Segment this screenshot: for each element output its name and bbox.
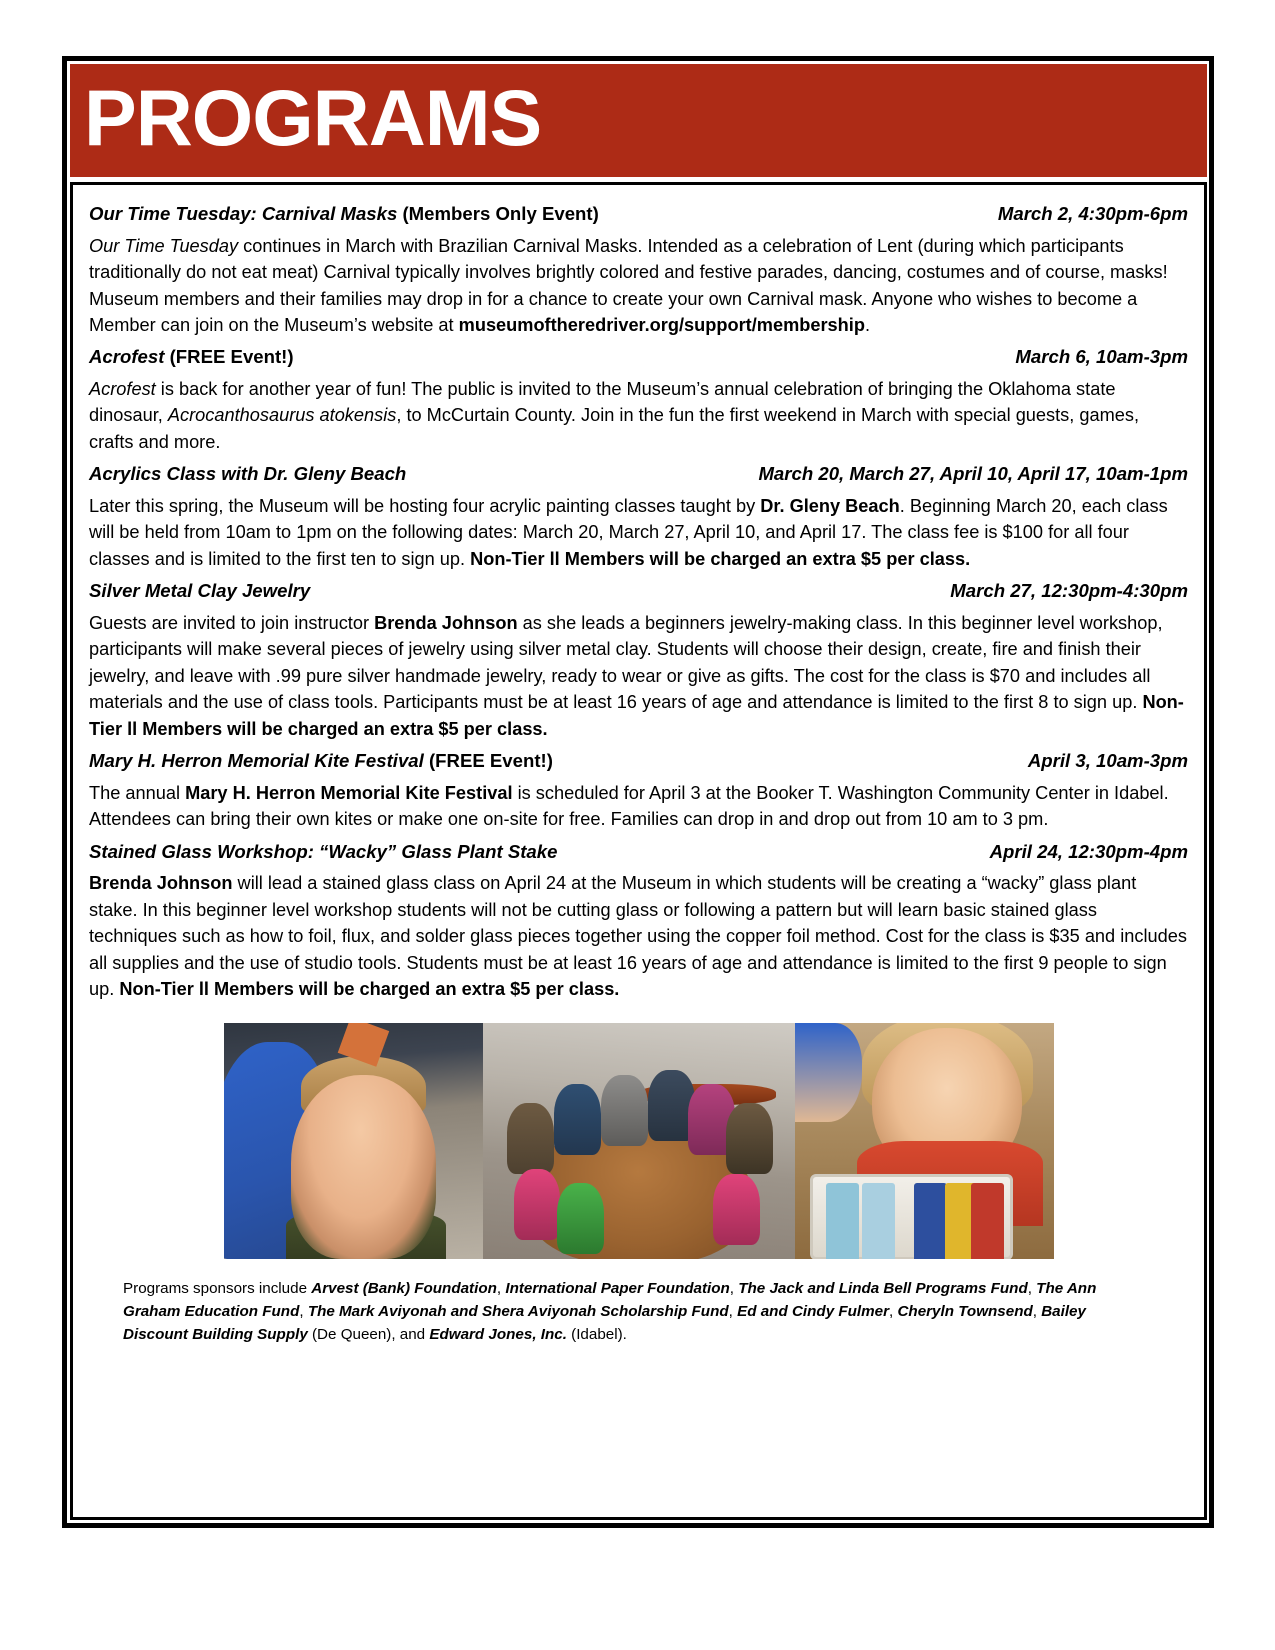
text-run: . xyxy=(864,314,870,335)
text-run: The Ann Graham Education Fund xyxy=(123,1279,1097,1320)
event-title xyxy=(89,840,557,865)
event-title xyxy=(89,579,310,604)
photo-decor xyxy=(713,1174,760,1245)
text-run: . Beginning March 20, each class will be held from 10am to 1pm on the following dates: March 20, March 27, April 10, and April 17. The class fee is $100 for all four classes and is limited to the first ten to sign up. xyxy=(89,495,1168,569)
photo-decor xyxy=(301,1193,359,1246)
photo-decor xyxy=(914,1183,948,1259)
text-run: Bailey Discount Building Supply xyxy=(123,1302,1086,1344)
girl-with-paint-tray-photo xyxy=(795,1023,1054,1259)
photo-decor xyxy=(507,1103,554,1174)
text-run: Ed and Cindy Fulmer xyxy=(737,1302,889,1320)
event-description xyxy=(89,376,1188,455)
text-run: Brenda Johnson xyxy=(374,612,518,633)
text-run: Arvest (Bank) Foundation xyxy=(311,1279,497,1297)
text-run: , xyxy=(299,1302,308,1320)
text-run: , xyxy=(728,1302,738,1320)
photo-decor xyxy=(795,1023,862,1122)
event-title-suffix: (FREE Event!) xyxy=(423,750,553,772)
photo-decor xyxy=(301,1056,425,1117)
children-around-table-photo xyxy=(483,1023,795,1259)
text-run: , xyxy=(729,1279,739,1297)
event-date: March 6, 10am-3pm xyxy=(1015,346,1188,368)
text-run: International Paper Foundation xyxy=(505,1279,730,1297)
text-run: museumoftheredriver.org/support/membership xyxy=(458,314,865,335)
text-run: (Idabel). xyxy=(566,1326,627,1344)
event-entry xyxy=(89,462,1188,572)
event-title-suffix: (Members Only Event) xyxy=(397,203,599,224)
text-run: The Mark Aviyonah and Shera Aviyonah Scholarship Fund xyxy=(307,1302,729,1320)
text-run: , xyxy=(496,1279,506,1297)
text-run: Brenda Johnson xyxy=(89,873,233,894)
text-run: Later this spring, the Museum will be hosting four acrylic painting classes taught by xyxy=(89,495,761,516)
event-description xyxy=(89,780,1188,833)
event-date: March 27, 12:30pm-4:30pm xyxy=(950,580,1188,602)
text-run: Cheryln Townsend xyxy=(897,1302,1033,1320)
text-run: Non-Tier ll Members will be charged an extra $5 per class. xyxy=(89,692,1184,739)
photo-decor xyxy=(862,1183,896,1259)
text-run: Dr. Gleny Beach xyxy=(760,495,900,516)
event-description xyxy=(89,610,1188,742)
photo-decor xyxy=(554,1084,601,1155)
event-date: March 20, March 27, April 10, April 17, 10am-1pm xyxy=(758,463,1188,485)
event-title xyxy=(89,462,406,487)
text-run: , xyxy=(1027,1279,1037,1297)
text-run: Guests are invited to join instructor xyxy=(89,612,375,633)
event-entry xyxy=(89,579,1188,742)
text-run: (De Queen), and xyxy=(307,1326,430,1344)
event-description xyxy=(89,233,1188,339)
photo-decor xyxy=(826,1183,860,1259)
text-run: Non-Tier ll Members will be charged an extra $5 per class. xyxy=(470,548,971,569)
event-title-main: Acrylics Class with Dr. Gleny Beach xyxy=(89,463,407,485)
event-title-main: Mary H. Herron Memorial Kite Festival xyxy=(89,750,424,772)
event-description xyxy=(89,870,1188,1002)
programs-content-box xyxy=(70,182,1207,1520)
boy-holding-clay-pot-photo xyxy=(224,1023,483,1259)
event-header xyxy=(89,749,1188,774)
sponsors-text xyxy=(123,1277,1154,1346)
event-header xyxy=(89,345,1188,370)
text-run: Our Time Tuesday xyxy=(89,235,239,256)
event-title-main: Our Time Tuesday: Carnival Masks xyxy=(89,203,398,224)
programs-banner xyxy=(70,64,1207,177)
text-run: is back for another year of fun! The public is invited to the Museum’s annual celebration of bringing the Oklahoma state dinosaur, xyxy=(89,379,1116,426)
event-title xyxy=(89,345,294,370)
text-run: , xyxy=(1032,1302,1042,1320)
event-date: April 24, 12:30pm-4pm xyxy=(989,840,1188,862)
event-title-main: Silver Metal Clay Jewelry xyxy=(89,580,311,602)
event-title-main: Stained Glass Workshop: “Wacky” Glass Plant Stake xyxy=(89,840,558,862)
event-title xyxy=(89,202,599,227)
event-title-suffix: (FREE Event!) xyxy=(164,346,294,368)
event-header xyxy=(89,840,1188,865)
text-run: The Jack and Linda Bell Programs Fund xyxy=(738,1279,1028,1297)
photo-strip xyxy=(89,1023,1188,1259)
page-title: PROGRAMS xyxy=(84,73,542,162)
text-run: , xyxy=(889,1302,898,1320)
text-run: Acrofest xyxy=(89,379,156,399)
photo-decor xyxy=(971,1183,1005,1259)
text-run: The annual xyxy=(89,782,186,803)
event-header xyxy=(89,202,1188,227)
events-container xyxy=(89,202,1188,1003)
text-run: Edward Jones, Inc. xyxy=(429,1326,567,1344)
event-date: March 2, 4:30pm-6pm xyxy=(997,203,1188,224)
event-header xyxy=(89,462,1188,487)
programs-list xyxy=(73,185,1204,1354)
event-entry xyxy=(89,345,1188,455)
event-title-main: Acrofest xyxy=(89,346,165,368)
text-run: is scheduled for April 3 at the Booker T. Washington Community Center in Idabel. Attendees can bring their own kites or make one on-site for free. Families can drop in and drop out from 10 am to 3 pm. xyxy=(89,782,1169,830)
photo-decor xyxy=(601,1075,648,1146)
event-title xyxy=(89,749,553,774)
event-entry xyxy=(89,202,1188,338)
event-entry xyxy=(89,749,1188,833)
event-entry xyxy=(89,840,1188,1003)
text-run: , to McCurtain County. Join in the fun the first weekend in March with special guests, games, crafts and more. xyxy=(89,405,1140,452)
text-run: will lead a stained glass class on April 24 at the Museum in which students will be creating a “wacky” glass plant stake. In this beginner level workshop students will not be cutting glass or following a pattern but will learn basic stained glass techniques such as how to foil, flux, and solder glass pieces together using the copper foil method. Cost for the class is $35 and includes all supplies and the use of studio tools. Students must be at least 16 years of age and attendance is limited to the first 9 people to sign up. xyxy=(89,873,1187,1000)
text-run: Mary H. Herron Memorial Kite Festival xyxy=(185,782,513,803)
event-description xyxy=(89,493,1188,572)
photo-decor xyxy=(726,1103,773,1174)
text-run: continues in March with Brazilian Carnival Masks. Intended as a celebration of Lent (during which participants traditionally do not eat meat) Carnival typically involves brightly colored and festive parades, dancing, costumes and of course, masks! Museum members and their families may drop in for a chance to create your own Carnival mask. Anyone who wishes to become a Member can join on the Museum’s website at xyxy=(89,235,1168,335)
photo-decor xyxy=(514,1169,561,1240)
text-run: as she leads a beginners jewelry-making class. In this beginner level workshop, participants will make several pieces of jewelry using silver metal clay. Students will choose their design, create, fire and finish their jewelry, and leave with .99 pure silver handmade jewelry, ready to wear or give as gifts. The cost for the class is $70 and includes all materials and the use of class tools. Participants must be at least 16 years of age and attendance is limited to the first 8 to sign up. xyxy=(89,612,1163,713)
event-header xyxy=(89,579,1188,604)
photo-decor xyxy=(286,1212,447,1259)
photo-decor xyxy=(557,1183,604,1254)
text-run: Acrocanthosaurus atokensis xyxy=(167,405,397,426)
text-run: Non-Tier ll Members will be charged an extra $5 per class. xyxy=(119,979,620,1000)
text-run: Programs sponsors include xyxy=(123,1279,312,1297)
event-date: April 3, 10am-3pm xyxy=(1027,750,1188,772)
